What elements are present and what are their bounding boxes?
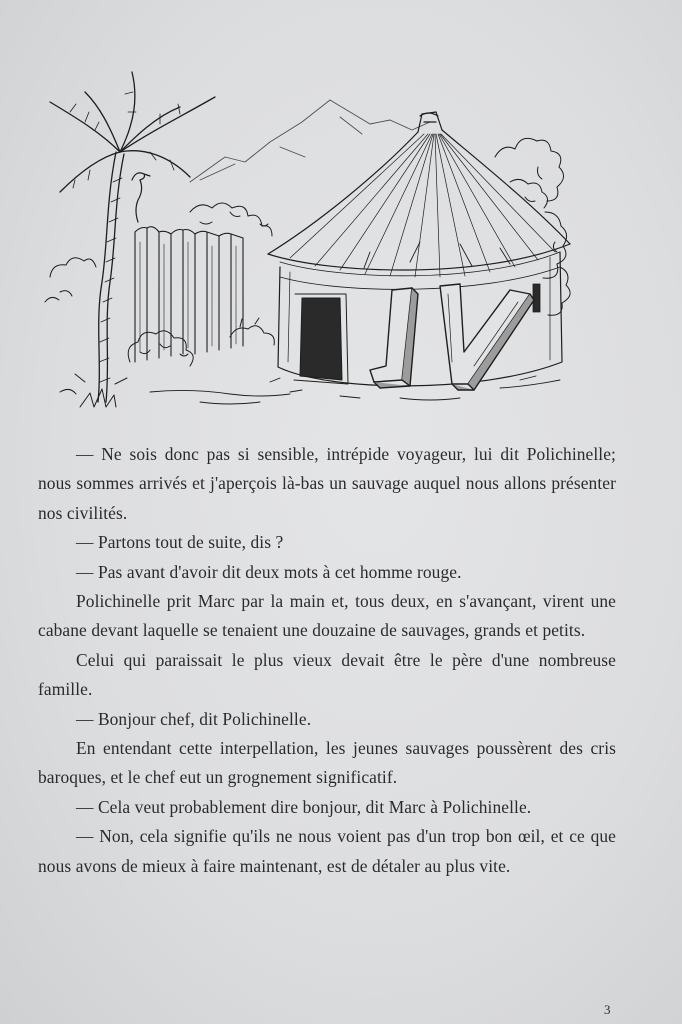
paragraph: — Cela veut probablement dire bonjour, dit Marc à Polichinelle. [76, 796, 532, 817]
page-number: 3 [604, 1002, 611, 1017]
ground [150, 376, 560, 404]
paragraph: — Pas avant d'avoir dit deux mots à cet homme rouge. [76, 561, 462, 582]
mountains [190, 100, 430, 182]
paragraph: — Non, cela signifie qu'ils ne nous voient pas d'un trop bon œil, et ce que nous avons de mieux à faire maintenant, est de détaler au plus vite. [38, 826, 616, 876]
paragraph: Polichinelle prit Marc par la main et, tous deux, en s'avançant, virent une cabane devant laquelle se tenaient une douzaine de sauvages, grands et petits. [38, 591, 616, 641]
paragraph: — Bonjour chef, dit Polichinelle. [76, 708, 312, 729]
fence [135, 227, 243, 362]
iv-sign [370, 284, 534, 390]
hut-roof [268, 112, 570, 277]
story-text [38, 440, 616, 881]
foliage-right [495, 138, 570, 315]
paragraph: En entendant cette interpellation, les jeunes sauvages poussèrent des cris baroques, et le chef eut un grognement significatif. [38, 738, 616, 788]
hut-illustration [40, 62, 590, 422]
palm-tree [50, 72, 215, 407]
paragraph: — Partons tout de suite, dis ? [76, 532, 284, 553]
paragraph: — Ne sois donc pas si sensible, intrépide voyageur, lui dit Polichinelle; nous sommes arrivés et j'aperçois là-bas un sauvage auquel nous allons présenter nos civilités. [38, 444, 616, 523]
shrubs [128, 318, 274, 366]
paragraph: Celui qui paraissait le plus vieux devait être le père d'une nombreuse famille. [38, 649, 616, 700]
